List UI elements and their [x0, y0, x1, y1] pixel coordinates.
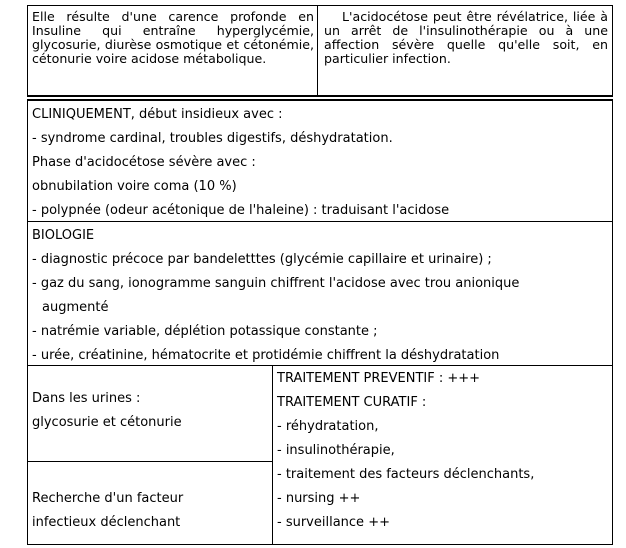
infection-line: Recherche d'un facteur [32, 491, 184, 506]
clinical-heading: CLINIQUEMENT, début insidieux avec : [32, 107, 283, 122]
trigger-cell [317, 5, 613, 96]
infection-search-cell [27, 461, 273, 545]
medical-table [27, 5, 613, 545]
definition-text: Elle résulte d'une carence profonde en Insuline qui entraîne hyperglycémie, glycosurie, diurèse osmotique et cétonémie, cétonurie voire acidose métabolique. [32, 9, 314, 66]
treatment-cell [272, 365, 613, 545]
biology-line: - diagnostic précoce par bandeletttes (glycémie capillaire et urinaire) ; [32, 252, 492, 267]
treatment-item: - surveillance ++ [277, 515, 390, 530]
clinical-line: - polypnée (odeur acétonique de l'haleine) : traduisant l'acidose [32, 203, 450, 218]
definition-cell [27, 5, 318, 96]
clinical-section [27, 100, 613, 222]
urine-heading: Dans les urines : [32, 391, 141, 406]
biology-section [27, 221, 613, 366]
treatment-item: - nursing ++ [277, 491, 361, 506]
biology-line: - gaz du sang, ionogramme sanguin chiffrent l'acidose avec trou anionique [32, 276, 520, 291]
urine-findings: glycosurie et cétonurie [32, 415, 182, 430]
treatment-item: - insulinothérapie, [277, 443, 395, 458]
treatment-curative: TRAITEMENT CURATIF : [277, 395, 427, 410]
biology-heading: BIOLOGIE [32, 228, 95, 243]
treatment-item: - traitement des facteurs déclenchants, [277, 467, 535, 482]
trigger-text: L'acidocétose peut être révélatrice, liée à un arrêt de l'insulinothérapie ou à une affection sévère quelle qu'elle soit, en particulier infection. [324, 9, 608, 66]
treatment-preventive: TRAITEMENT PREVENTIF : +++ [277, 371, 481, 386]
biology-line: augmenté [42, 300, 109, 315]
clinical-line: Phase d'acidocétose sévère avec : [32, 155, 256, 170]
biology-line: - urée, créatinine, hématocrite et protidémie chiffrent la déshydratation [32, 348, 500, 363]
treatment-item: - réhydratation, [277, 419, 379, 434]
clinical-line: - syndrome cardinal, troubles digestifs, déshydratation. [32, 131, 393, 146]
urine-cell [27, 365, 273, 462]
biology-line: - natrémie variable, déplétion potassique constante ; [32, 324, 378, 339]
clinical-line: obnubilation voire coma (10 %) [32, 179, 237, 194]
infection-line: infectieux déclenchant [32, 515, 181, 530]
